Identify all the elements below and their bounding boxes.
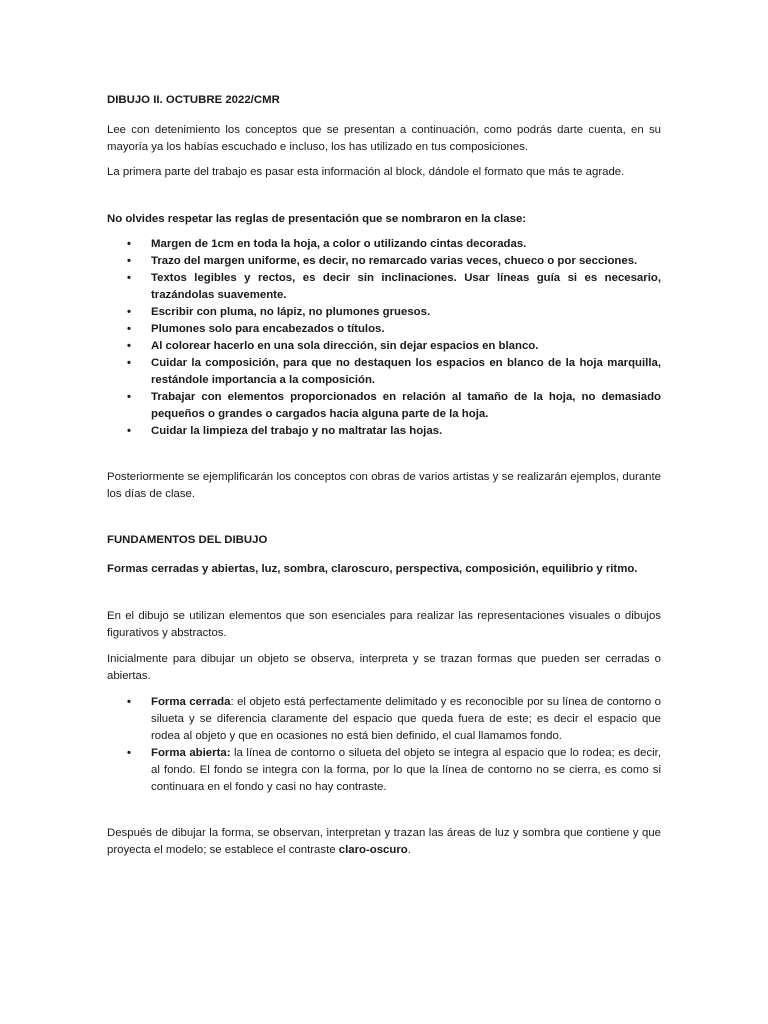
claro-oscuro-term: claro-oscuro: [338, 844, 408, 856]
forma-cerrada-label: Forma cerrada: [151, 696, 231, 708]
rule-text: Trazo del margen uniforme, es decir, no remarcado varias veces, chueco o por secciones.: [151, 255, 638, 267]
bullet-icon: •: [127, 425, 131, 437]
bullet-icon: •: [127, 747, 131, 759]
rule-item: [107, 355, 661, 389]
bullet-icon: •: [127, 238, 131, 250]
bullet-icon: •: [127, 357, 131, 369]
forma-cerrada-item: [107, 694, 661, 745]
rule-item: [107, 270, 661, 304]
document-title: DIBUJO II. OCTUBRE 2022/CMR: [107, 94, 280, 106]
rule-text: Escribir con pluma, no lápiz, no plumones gruesos.: [151, 306, 431, 318]
final-end: .: [407, 844, 411, 856]
rules-list: [107, 236, 661, 440]
final-paragraph: [107, 825, 661, 859]
intro-paragraph-1: Lee con detenimiento los conceptos que se presentan a continuación, como podrás darte cuenta, en su mayoría ya los habías escuchado e incluso, los has utilizado en tus composiciones.: [107, 124, 661, 153]
section-heading: FUNDAMENTOS DEL DIBUJO: [107, 534, 268, 546]
intro-paragraph-2: La primera parte del trabajo es pasar esta información al block, dándole el formato que más te agrade.: [107, 166, 625, 178]
rule-text: Margen de 1cm en toda la hoja, a color o utilizando cintas decoradas.: [151, 238, 527, 250]
rule-item: [107, 253, 661, 270]
forms-list: [107, 694, 661, 796]
rule-item: [107, 423, 661, 440]
bullet-icon: •: [127, 306, 131, 318]
rules-heading: No olvides respetar las reglas de presentación que se nombraron en la clase:: [107, 213, 527, 225]
rule-text: Al colorear hacerlo en una sola dirección, sin dejar espacios en blanco.: [151, 340, 539, 352]
section-subheading: Formas cerradas y abiertas, luz, sombra, claroscuro, perspectiva, composición, equilibrio y ritmo.: [107, 563, 638, 575]
forma-cerrada-text: : el objeto está perfectamente delimitado y es reconocible por su línea de contorno o silueta y se diferencia claramente del espacio que queda fuera de este; es decir el espacio que rodea al objeto y que en ocasiones no está bien definido, el cual llamamos fondo.: [151, 696, 661, 742]
bullet-icon: •: [127, 696, 131, 708]
final-text: Después de dibujar la forma, se observan, interpretan y trazan las áreas de luz y sombra que contiene y que proyecta el modelo; se establece el contraste: [107, 827, 661, 856]
rule-text: Textos legibles y rectos, es decir sin inclinaciones. Usar líneas guía si es necesario, trazándolas suavemente.: [151, 272, 661, 301]
rule-item: [107, 304, 661, 321]
document-page: [107, 92, 661, 859]
rule-text: Trabajar con elementos proporcionados en relación al tamaño de la hoja, no demasiado pequeños o grandes o cargados hacia alguna parte de la hoja.: [151, 391, 661, 420]
forma-abierta-text: la línea de contorno o silueta del objeto se integra al espacio que lo rodea; es decir, al fondo. El fondo se integra con la forma, por lo que la línea de contorno no se cierra, es como si continuara en el fondo y casi no hay contraste.: [151, 747, 661, 793]
rule-item: [107, 236, 661, 253]
bullet-icon: •: [127, 255, 131, 267]
rule-item: [107, 389, 661, 423]
rule-text: Cuidar la limpieza del trabajo y no maltratar las hojas.: [151, 425, 443, 437]
rule-item: [107, 338, 661, 355]
bullet-icon: •: [127, 323, 131, 335]
bullet-icon: •: [127, 340, 131, 352]
posterior-paragraph: Posteriormente se ejemplificarán los conceptos con obras de varios artistas y se realizarán ejemplos, durante los días de clase.: [107, 471, 661, 500]
rule-text: Cuidar la composición, para que no destaquen los espacios en blanco de la hoja marquilla, restándole importancia a la composición.: [151, 357, 661, 386]
forma-abierta-item: [107, 745, 661, 796]
forma-abierta-label: Forma abierta:: [151, 747, 231, 759]
rule-item: [107, 321, 661, 338]
body-paragraph-2: Inicialmente para dibujar un objeto se observa, interpreta y se trazan formas que pueden ser cerradas o abiertas.: [107, 653, 661, 682]
body-paragraph-1: En el dibujo se utilizan elementos que son esenciales para realizar las representaciones visuales o dibujos figurativos y abstractos.: [107, 610, 661, 639]
rule-text: Plumones solo para encabezados o títulos.: [151, 323, 385, 335]
bullet-icon: •: [127, 272, 131, 284]
bullet-icon: •: [127, 391, 131, 403]
